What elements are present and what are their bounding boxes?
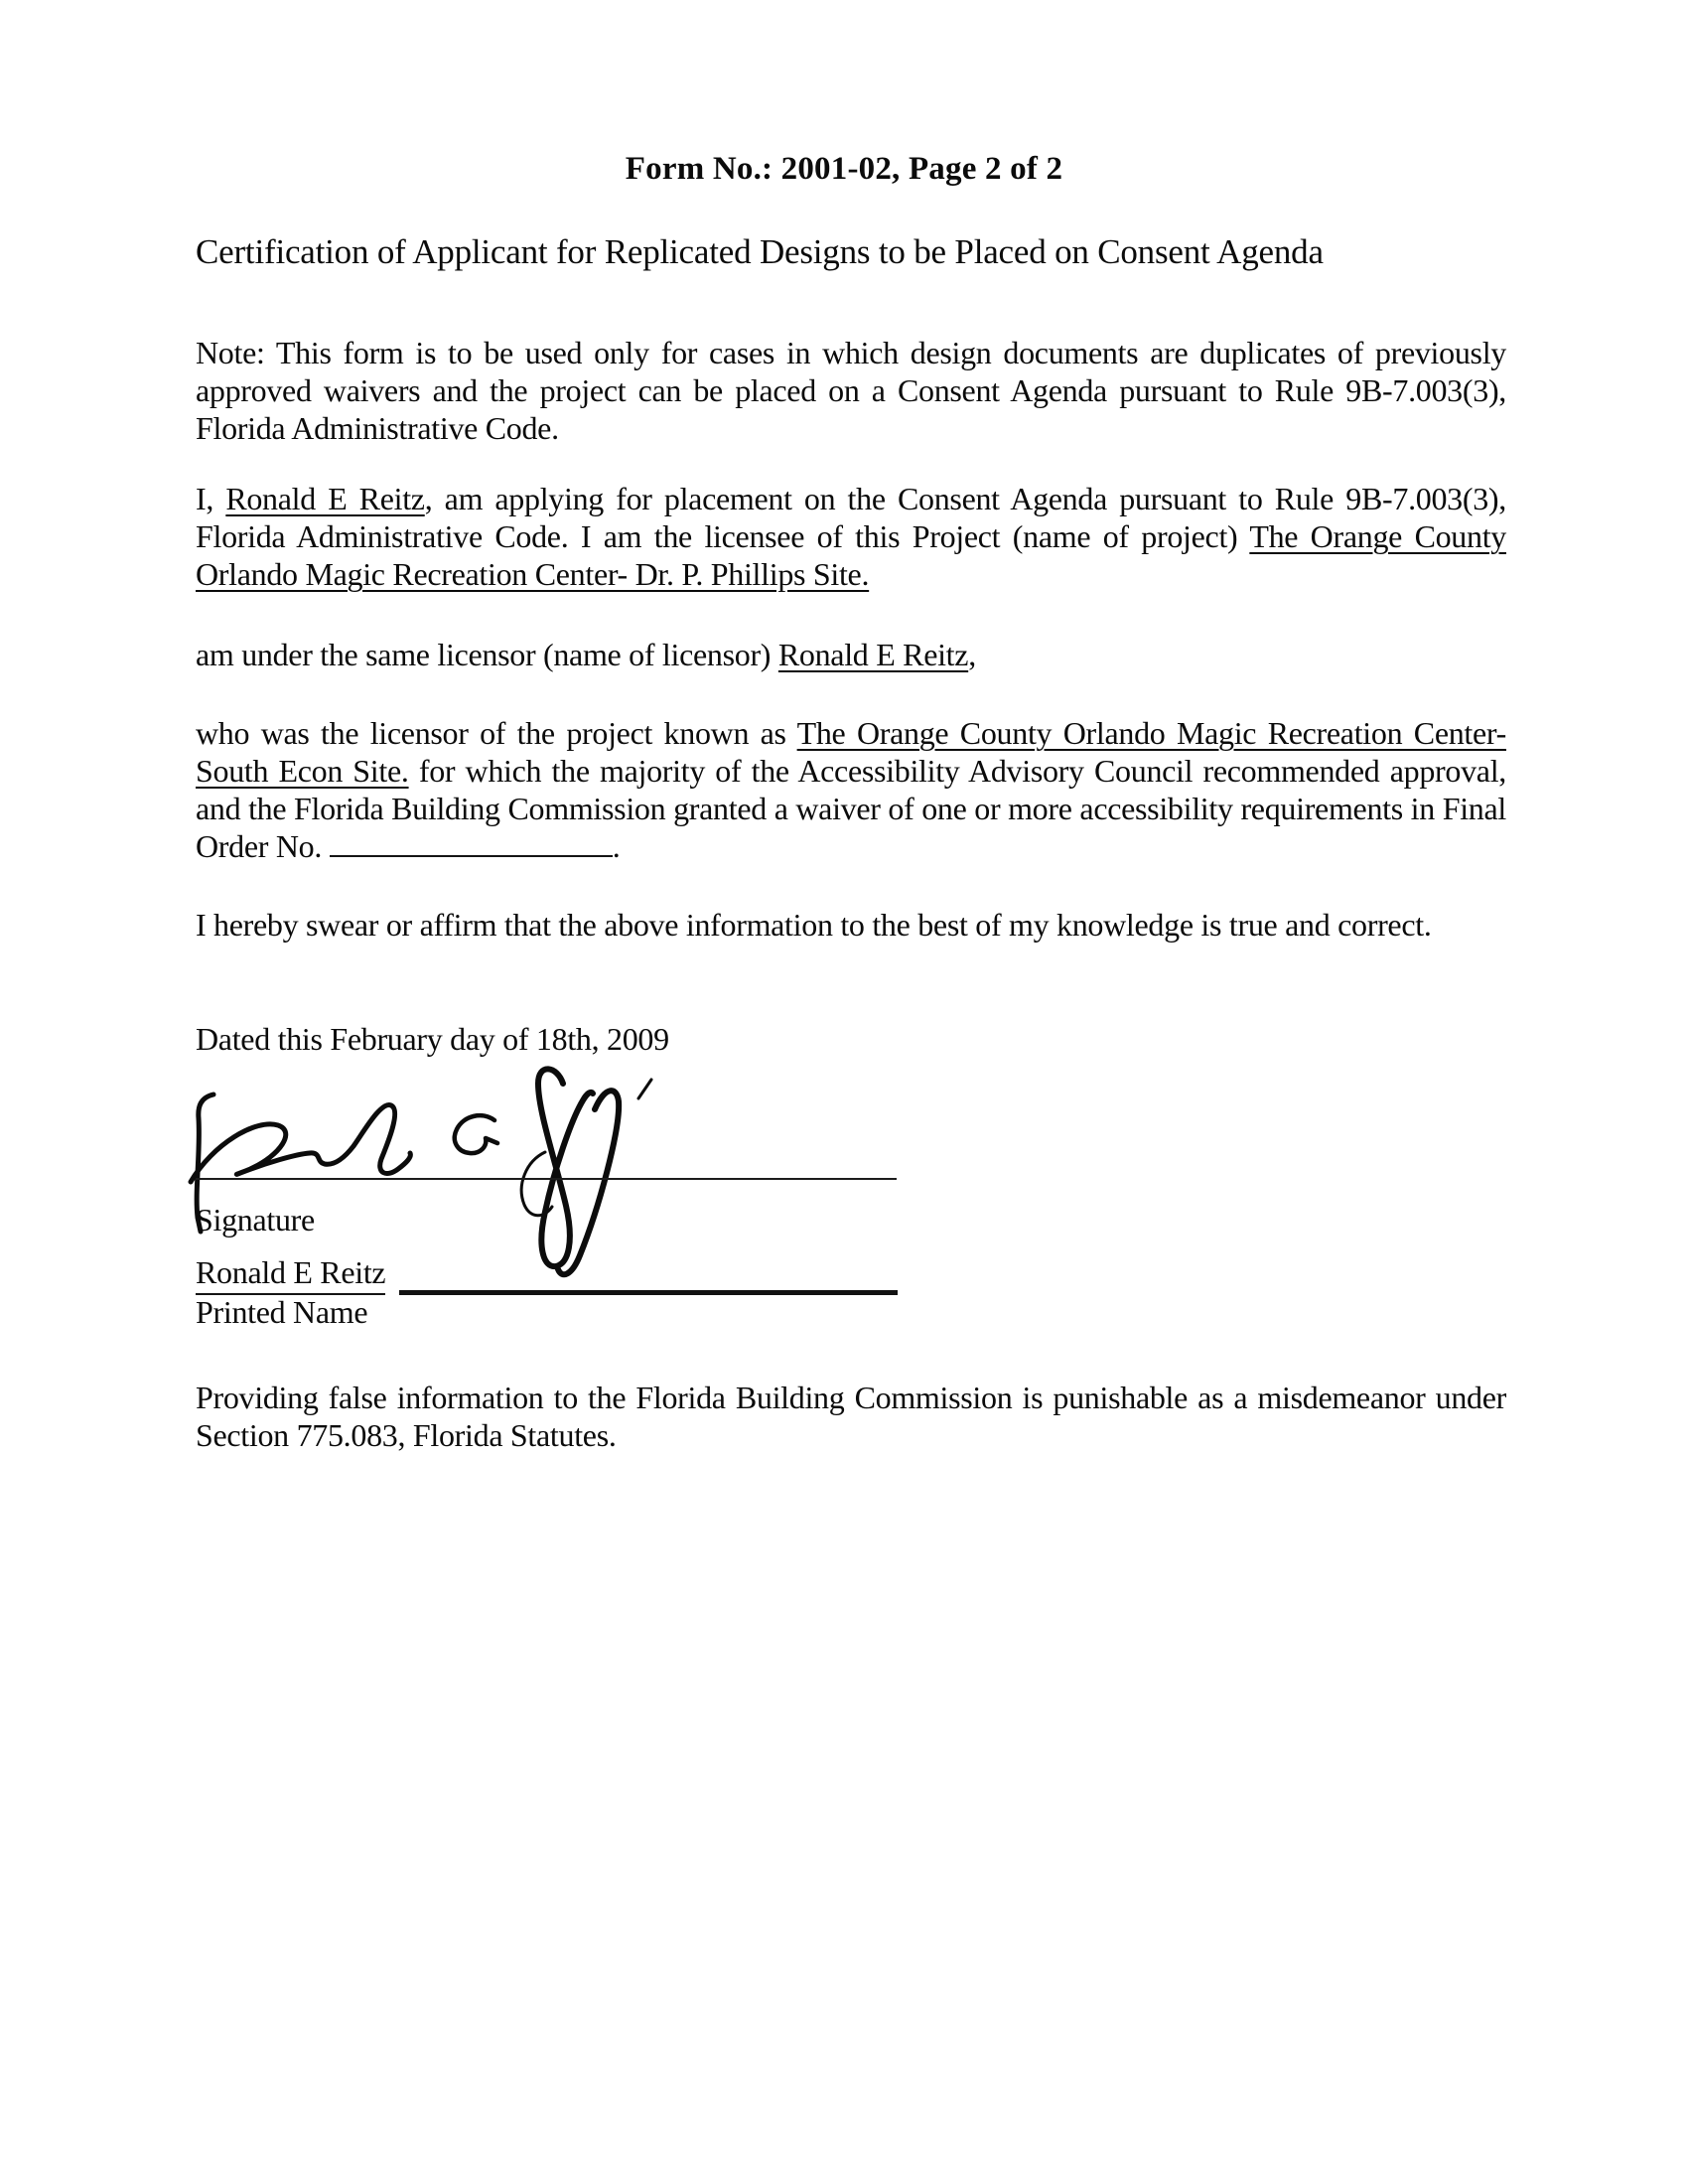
oath-paragraph: I hereby swear or affirm that the above information to the best of my knowledge is true and correct. <box>196 907 1432 943</box>
final-order-number-blank <box>330 854 613 857</box>
waiver-paragraph-suffix: . <box>612 828 621 864</box>
licensor-line <box>196 636 1506 673</box>
printed-name-value <box>196 1254 385 1291</box>
applicant-paragraph <box>196 480 1506 593</box>
printed-name-label: Printed Name <box>196 1294 368 1330</box>
printed-name-line <box>399 1290 898 1295</box>
licensor-line-suffix: , <box>968 637 976 672</box>
applicant-name: Ronald E Reitz <box>225 481 425 516</box>
dated-line: Dated this February day of 18th, 2009 <box>196 1021 669 1057</box>
form-number: Form No.: 2001-02, Page 2 of 2 <box>625 151 1063 187</box>
waiver-paragraph-middle: for which the majority of the Accessibility Advisory Council recommended approval, and the Florida Building Commission granted a waiver of one or more accessibility requirements in Final Order No. <box>196 753 1506 864</box>
licensor-line-prefix: am under the same licensor (name of licensor) <box>196 637 778 672</box>
applicant-paragraph-prefix: I, <box>196 481 226 516</box>
note-paragraph: Note: This form is to be used only for cases in which design documents are duplicates of previously approved waivers and the project can be placed on a Consent Agenda pursuant to Rule 9B-7.003(3), Florida Administrative Code. <box>196 335 1506 446</box>
applicant-paragraph-middle: , am applying for placement on the Consent Agenda pursuant to Rule 9B-7.003(3), Florida Administrative Code. I am the licensee of this Project (name of project) <box>196 481 1506 554</box>
printed-name-text: Ronald E Reitz <box>196 1254 385 1295</box>
signature-label: Signature <box>196 1202 315 1238</box>
document-title: Certification of Applicant for Replicated Designs to be Placed on Consent Agenda <box>196 232 1324 271</box>
project-name-south-econ: The Orange County Orlando Magic Recreation Center- South Econ Site. <box>196 715 1506 789</box>
signature-line <box>196 1178 897 1180</box>
penalty-paragraph: Providing false information to the Florida Building Commission is punishable as a misdemeanor under Section 775.083, Florida Statutes. <box>196 1380 1506 1453</box>
licensor-name: Ronald E Reitz <box>777 637 969 672</box>
waiver-paragraph-prefix: who was the licensor of the project known as <box>196 715 797 751</box>
project-name-phillips: The Orange County Orlando Magic Recreation Center- Dr. P. Phillips Site. <box>196 518 1506 592</box>
waiver-paragraph <box>196 714 1506 865</box>
